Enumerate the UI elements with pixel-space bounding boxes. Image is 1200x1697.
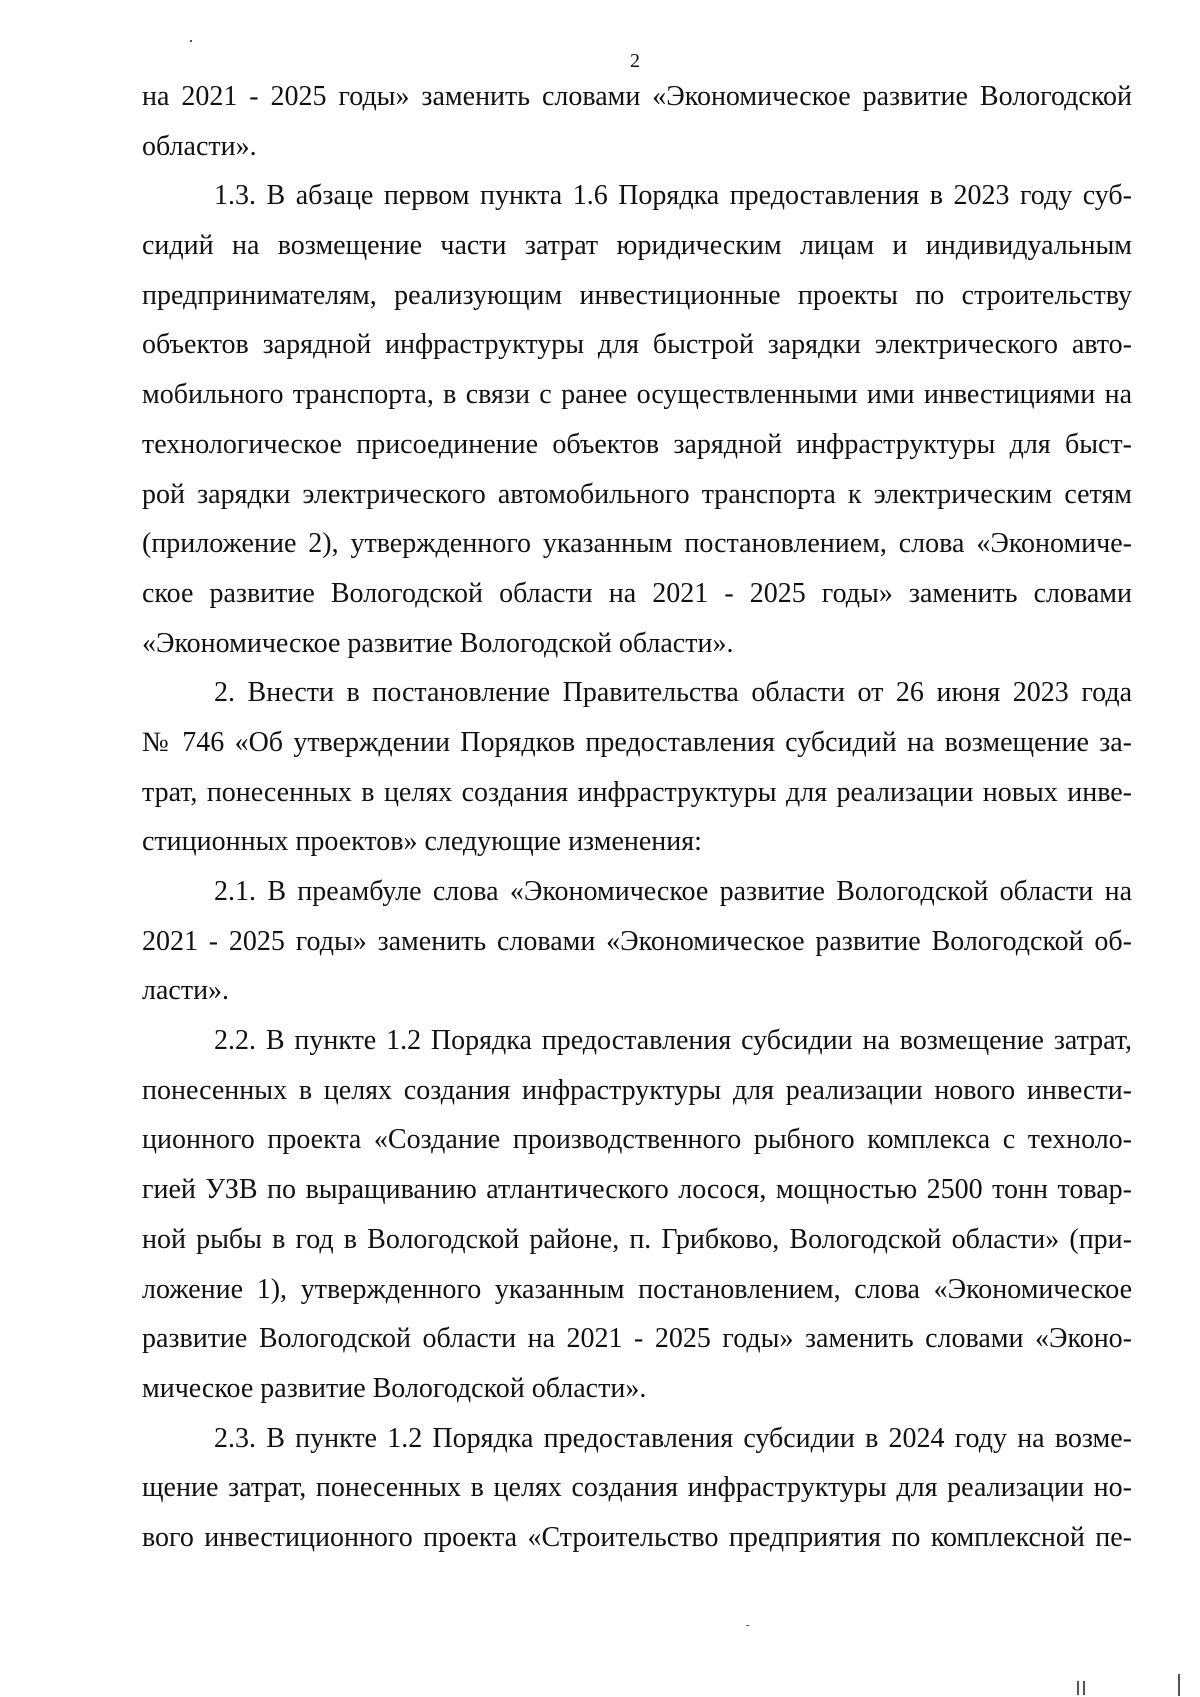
- text-line: гией УЗВ по выращиванию атлантического лосося, мощностью 2500 тонн товар-: [142, 1174, 1132, 1206]
- page-number: 2: [630, 50, 640, 72]
- text-line: (приложение 2), утвержденного указанным постановлением, слова «Экономиче-: [142, 528, 1132, 560]
- text-line: на 2021 - 2025 годы» заменить словами «Экономическое развитие Вологодской: [142, 81, 1132, 112]
- text-line: № 746 «Об утверждении Порядков предоставления субсидий на возмещение за-: [142, 726, 1132, 758]
- paragraph-first-line: 2. Внести в постановление Правительства области от 26 июня 2023 года: [214, 677, 1132, 709]
- text-line: рой зарядки электрического автомобильного транспорта к электрическим сетям: [142, 478, 1132, 510]
- text-line: ционного проекта «Создание производственного рыбного комплекса с техноло-: [142, 1124, 1132, 1156]
- text-line: стиционных проектов» следующие изменения:: [142, 826, 702, 858]
- scan-speck: [746, 1625, 749, 1626]
- paragraph-first-line: 2.3. В пункте 1.2 Порядка предоставления субсидии в 2024 году на возме-: [214, 1422, 1132, 1454]
- body-text: [142, 72, 1132, 1563]
- text-line: сидий на возмещение части затрат юридическим лицам и индивидуальным: [142, 230, 1132, 262]
- text-line: мобильного транспорта, в связи с ранее осуществленными ими инвестициями на: [142, 379, 1132, 411]
- scan-speck: [1178, 1674, 1180, 1696]
- paragraph-first-line: 2.1. В преамбуле слова «Экономическое развитие Вологодской области на: [214, 876, 1132, 907]
- text-line: предпринимателям, реализующим инвестиционные проекты по строительству: [142, 279, 1132, 311]
- text-line: трат, понесенных в целях создания инфраструктуры для реализации новых инве-: [142, 776, 1132, 808]
- text-line: объектов зарядной инфраструктуры для быстрой зарядки электрического авто-: [142, 329, 1132, 361]
- text-line: «Экономическое развитие Вологодской области».: [142, 627, 734, 659]
- text-line: развитие Вологодской области на 2021 - 2025 годы» заменить словами «Эконо-: [142, 1323, 1132, 1355]
- scan-speck: [190, 40, 192, 42]
- text-line: ласти».: [142, 975, 230, 1007]
- scan-speck: [1083, 1681, 1085, 1695]
- text-line: ной рыбы в год в Вологодской районе, п. Грибково, Вологодской области» (при-: [142, 1223, 1132, 1255]
- text-line: понесенных в целях создания инфраструктуры для реализации нового инвести-: [142, 1074, 1132, 1106]
- text-line: ское развитие Вологодской области на 2021 - 2025 годы» заменить словами: [142, 577, 1132, 609]
- text-line: технологическое присоединение объектов зарядной инфраструктуры для быст-: [142, 428, 1132, 460]
- text-line: ложение 1), утвержденного указанным постановлением, слова «Экономическое: [142, 1273, 1132, 1305]
- text-line: мическое развитие Вологодской области».: [142, 1372, 647, 1404]
- text-line: щение затрат, понесенных в целях создания инфраструктуры для реализации но-: [142, 1472, 1132, 1504]
- text-line: 2021 - 2025 годы» заменить словами «Экономическое развитие Вологодской об-: [142, 925, 1132, 957]
- paragraph-first-line: 2.2. В пункте 1.2 Порядка предоставления субсидии на возмещение затрат,: [214, 1025, 1132, 1057]
- paragraph-first-line: 1.3. В абзаце первом пункта 1.6 Порядка предоставления в 2023 году суб-: [214, 180, 1132, 212]
- scan-speck: [1077, 1681, 1079, 1695]
- text-line: вого инвестиционного проекта «Строительство предприятия по комплексной пе-: [142, 1521, 1132, 1553]
- text-line: области».: [142, 130, 257, 162]
